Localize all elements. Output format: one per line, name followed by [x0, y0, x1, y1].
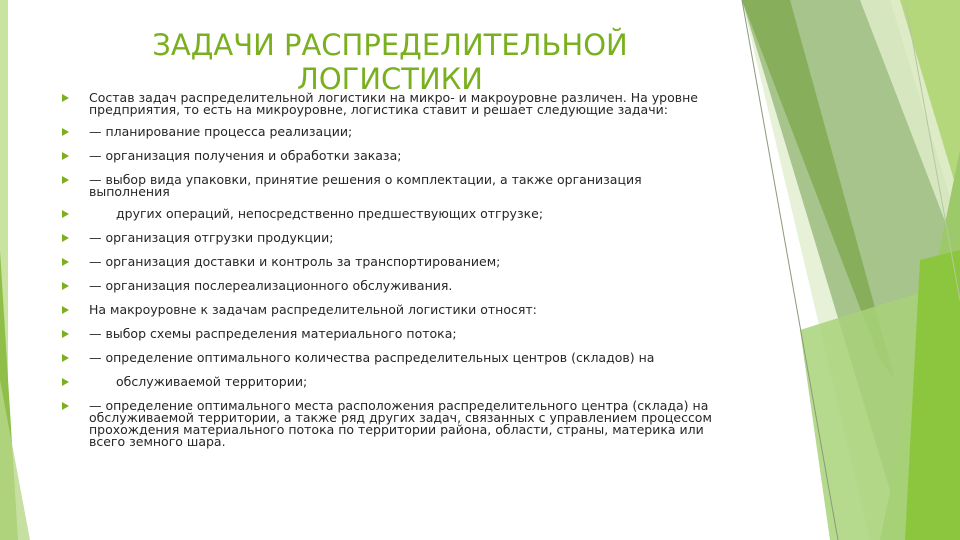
triangle-bullet-icon	[62, 152, 69, 160]
triangle-bullet-icon	[62, 176, 69, 184]
left-bottom-light-triangle	[0, 380, 30, 540]
bullet-item: — определение оптимального места расположения распределительного центра (склада) на обслуживаемой территории, а также ряд других задач, связанных с управлением процессом прохождения материального потока по территории района, области, страны, материка или всего земного шара.	[62, 400, 722, 448]
bullet-item: обслуживаемой территории;	[62, 376, 722, 388]
triangle-bullet-icon	[62, 378, 69, 386]
bullet-item: — выбор вида упаковки, принятие решения о комплектации, а также организация выполнения	[62, 174, 722, 198]
bullet-item: — организация отгрузки продукции;	[62, 232, 722, 244]
bullet-item: — организация послереализационного обслуживания.	[62, 280, 722, 292]
triangle-bullet-icon	[62, 210, 69, 218]
bullet-item: другиx операций, непосредственно предшествующих отгрузке;	[62, 208, 722, 220]
triangle-bullet-icon	[62, 330, 69, 338]
triangle-bullet-icon	[62, 258, 69, 266]
bullet-item: — определение оптимального количества распределительных центров (складов) на	[62, 352, 722, 364]
bullet-item: — организация доставки и контроль за транспортированием;	[62, 256, 722, 268]
triangle-bullet-icon	[62, 128, 69, 136]
triangle-bullet-icon	[62, 402, 69, 410]
triangle-bullet-icon	[62, 94, 69, 102]
triangle-bullet-icon	[62, 306, 69, 314]
bullet-item: На макроуровне к задачам распределительной логистики относят:	[62, 304, 722, 316]
bullet-item: — выбор схемы распределения материального потока;	[62, 328, 722, 340]
bullet-item: Состав задач распределительной логистики на микро- и макроуровне различен. На уровне предприятия, то есть на микроуровне, логистика ставит и решает следующие задачи:	[62, 92, 722, 116]
triangle-bullet-icon	[62, 354, 69, 362]
slide-title: ЗАДАЧИ РАСПРЕДЕЛИТЕЛЬНОЙ ЛОГИСТИКИ	[152, 28, 628, 96]
bullet-list	[62, 92, 722, 448]
triangle-bullet-icon	[62, 234, 69, 242]
bullet-item: — планирование процесса реализации;	[62, 126, 722, 138]
triangle-bullet-icon	[62, 282, 69, 290]
bullet-item: — организация получения и обработки заказа;	[62, 150, 722, 162]
